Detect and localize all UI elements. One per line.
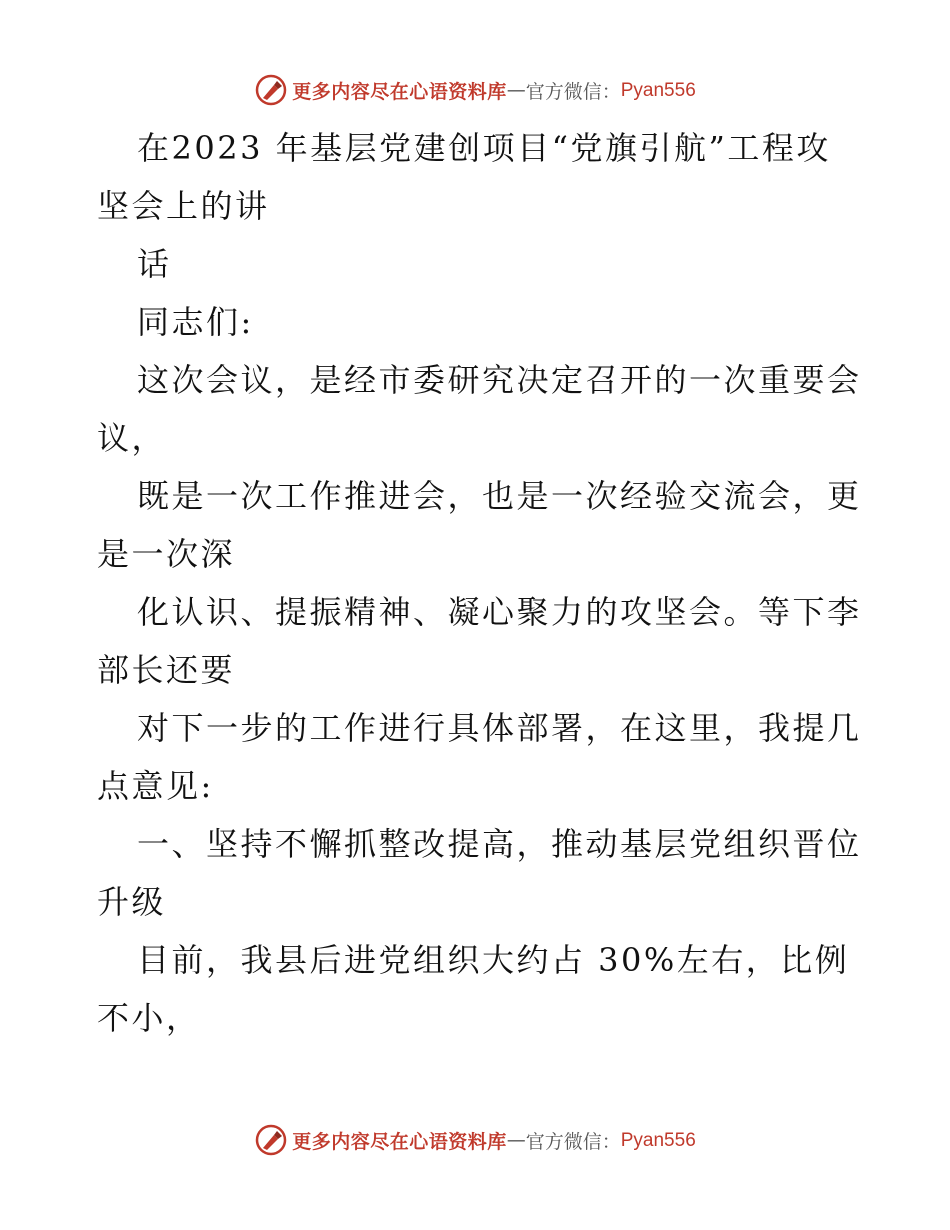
text-line: 在2023 年基层党建创项目“党旗引航”工程攻 bbox=[137, 129, 831, 167]
text-line: 目前，我县后进党组织大约占 30%左右，比例 bbox=[137, 941, 850, 979]
watermark-wechat-id: Pyan556 bbox=[620, 1129, 696, 1151]
watermark-dash: — bbox=[506, 79, 526, 101]
text-line: 既是一次工作推进会，也是一次经验交流会，更 bbox=[137, 477, 862, 515]
text-line: 话 bbox=[137, 245, 172, 283]
header-watermark bbox=[0, 70, 950, 110]
text-line: 不小， bbox=[97, 999, 201, 1037]
text-line: 同志们: bbox=[137, 303, 254, 341]
footer-watermark bbox=[0, 1120, 950, 1160]
text-line: 对下一步的工作进行具体部署，在这里，我提几 bbox=[137, 709, 862, 747]
text-line: 议， bbox=[97, 419, 167, 457]
watermark-main-text: 更多内容尽在心语资料库 bbox=[292, 1130, 507, 1153]
text-line: 化认识、提振精神、凝心聚力的攻坚会。等下李 bbox=[137, 593, 862, 631]
document-body bbox=[97, 119, 862, 1047]
watermark-label: 官方微信： bbox=[525, 1130, 621, 1153]
text-line: 部长还要 bbox=[97, 651, 236, 689]
text-line: 这次会议，是经市委研究决定召开的一次重要会 bbox=[137, 361, 862, 399]
watermark-dash: — bbox=[506, 1129, 526, 1151]
text-line: 一、坚持不懈抓整改提高，推动基层党组织晋位 bbox=[137, 825, 862, 863]
text-line: 坚会上的讲 bbox=[97, 187, 270, 225]
watermark-label: 官方微信： bbox=[525, 80, 621, 103]
text-line: 是一次深 bbox=[97, 535, 236, 573]
watermark-main-text: 更多内容尽在心语资料库 bbox=[292, 80, 507, 103]
pen-logo-icon bbox=[254, 73, 288, 107]
pen-logo-icon bbox=[254, 1123, 288, 1157]
watermark-wechat-id: Pyan556 bbox=[620, 79, 696, 101]
text-line: 升级 bbox=[97, 883, 167, 921]
text-line: 点意见: bbox=[97, 767, 214, 805]
